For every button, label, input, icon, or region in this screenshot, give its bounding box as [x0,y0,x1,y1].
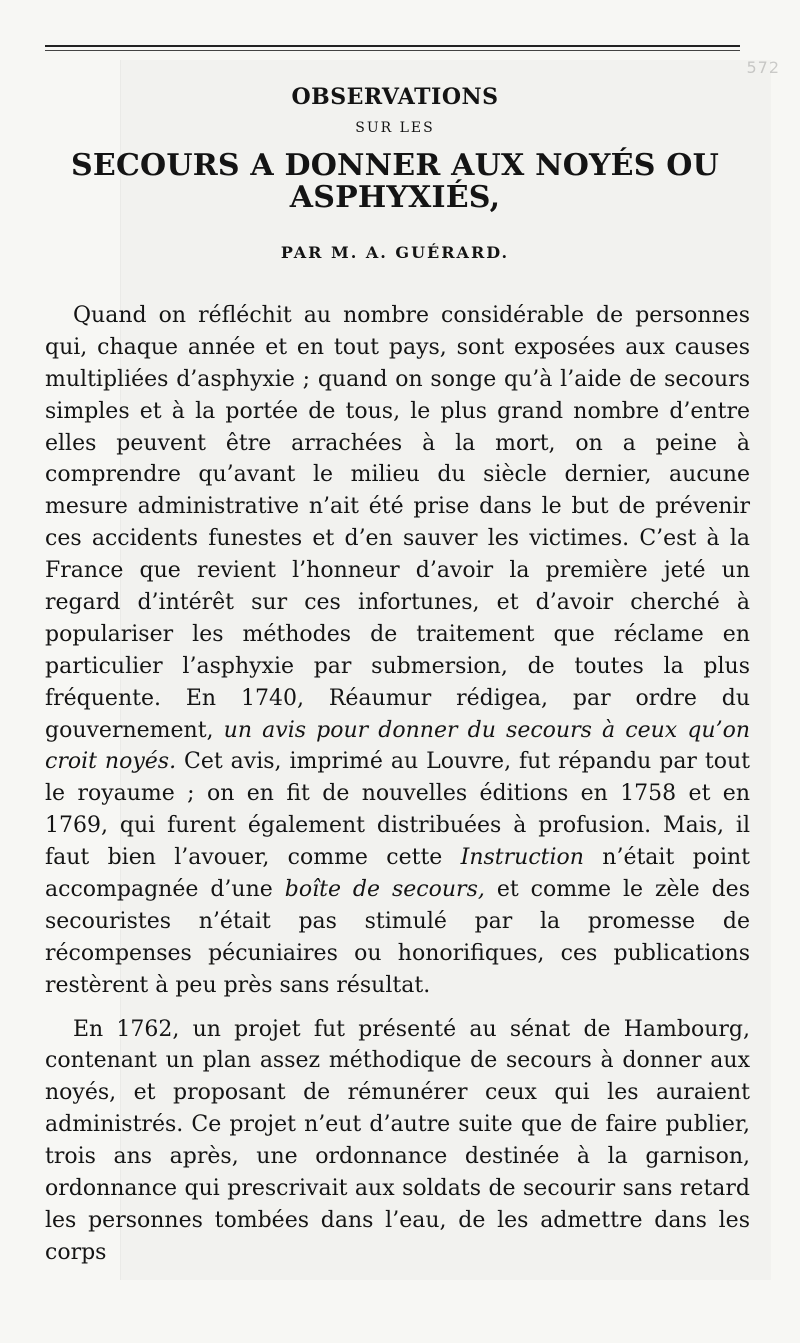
top-rule [45,45,740,47]
page-corner-mark: 572 [746,58,780,77]
paragraph-1-text-3: n’était point accompagnée d’une [45,845,750,903]
article-header [50,84,740,262]
paragraph-1-text-1: Quand on réfléchit au nombre considérable de personnes qui, chaque année et en tout pays, sont exposées aux causes multipliées d’asphyxie ; quand on songe qu’à l’aide de secours simples et à la portée de tous, le plus grand nombre d’entre elles peuvent être arrachées à la mort, on a peine à comprendre qu’avant le milieu du siècle dernier, aucune mesure administrative n’ait été prise dans le but de prévenir ces accidents funestes et d’en sauver les victimes. C’est à la France que revient l’honneur d’avoir la première jeté un regard d’intérêt sur ces infortunes, et d’avoir cherché à populariser les méthodes de traitement que réclame en particulier l’asphyxie par submersion, de toutes la plus fréquente. En 1740, Réaumur rédigea, par ordre du gouvernement, [45,303,750,743]
paragraph-1-text-4: et comme le zèle des secouristes n’était pas stimulé par la promesse de récompenses pécuniaires ou honorifiques, ces publications restèrent à peu près sans résultat. [45,877,750,998]
article-main-title: SECOURS A DONNER AUX NOYÉS OU ASPHYXIÉS, [71,148,719,216]
paragraph-2 [45,1014,750,1269]
paragraph-2-text-1: En 1762, un projet fut présenté au sénat de Hambourg, contenant un plan assez méthodique de secours à donner aux noyés, et proposant de rémunérer ceux qui les auraient administrés. Ce projet n’eut d’autre suite que de faire publier, trois ans après, une ordonnance destinée à la garnison, ordonnance qui prescrivait aux soldats de secourir sans retard les personnes tombées dans l’eau, de les admettre dans les corps [45,1016,750,1265]
top-rule-thin [45,50,740,51]
paragraph-1-text-2: Cet avis, imprimé au Louvre, fut répandu par tout le royaume ; on en fit de nouvelles éditions en 1758 et en 1769, qui furent également distribuées à profusion. Mais, il faut bien l’avouer, comme cette [45,749,750,871]
paragraph-1-italic-1: un avis pour donner du secours à ceux qu’on croit noyés. [45,717,750,775]
paragraph-1 [45,300,750,1002]
article-subtitle: SUR LES [355,120,435,136]
article-body [45,300,750,1269]
paragraph-1-italic-3: boîte de secours, [284,877,485,903]
article-title: OBSERVATIONS [291,84,499,110]
article-byline: PAR M. A. GUÉRARD. [280,242,510,262]
paragraph-1-italic-2: Instruction [460,845,584,871]
